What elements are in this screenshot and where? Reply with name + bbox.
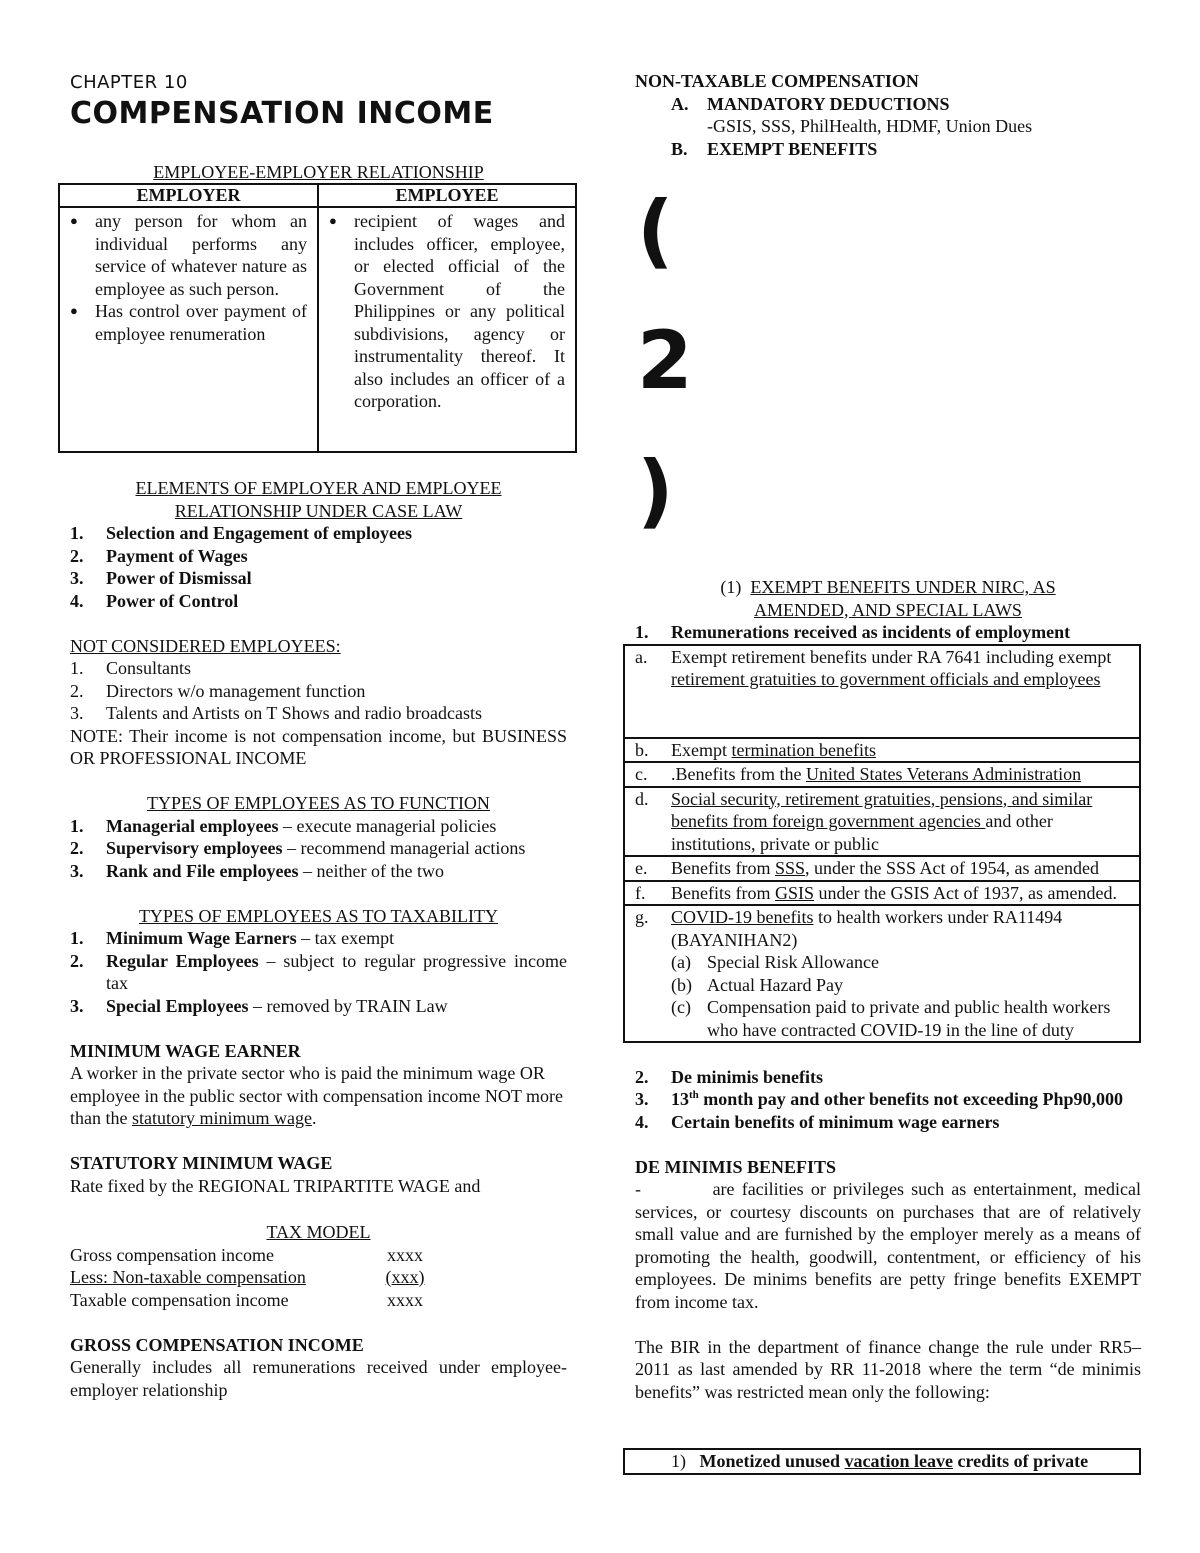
smw-heading: STATUTORY MINIMUM WAGE [70, 1153, 333, 1173]
employer-header: EMPLOYER [59, 184, 318, 207]
not-considered-heading: NOT CONSIDERED EMPLOYEES: [70, 635, 341, 656]
employee-cell [318, 207, 576, 452]
exempt-items-list [635, 1066, 1141, 1134]
mwe-text: A worker in the private sector who is paid the minimum wage OR employee in the public sector with compensation income NOT more than the statutory minimum wage. [70, 1063, 564, 1128]
mwe-heading: MINIMUM WAGE EARNER [70, 1040, 301, 1061]
sub-item: (a) Special Risk Allowance [671, 952, 879, 972]
taxability-list [70, 927, 567, 1017]
exempt-heading-2: AMENDED, AND SPECIAL LAWS [754, 599, 1022, 620]
employee-point: ● recipient of wages and includes officer, employee, or elected official of the Government of the Philippines or any political subdivisions, agency or instrumentality thereof. It also includes an officer of a corporation. [329, 210, 565, 413]
box-row: e. Benefits from SSS, under the SSS Act of 1954, as amended [625, 855, 1139, 880]
exempt-benefits-box [623, 644, 1141, 1044]
tax-model-row: Taxable compensation income xxxx [70, 1289, 423, 1310]
taxability-heading: TYPES OF EMPLOYEES AS TO TAXABILITY [138, 905, 499, 926]
exempt-benefits: B. EXEMPT BENEFITS [671, 138, 878, 159]
list-item: 3. Rank and File employees – neither of the two [70, 860, 444, 881]
function-list [70, 815, 567, 883]
tax-model-row: Gross compensation income xxxx [70, 1244, 423, 1265]
tax-model [70, 1244, 567, 1312]
box-row: g. COVID-19 benefits to health workers under RA11494 (BAYANIHAN2) (a) Special Risk Allowance (b) Actual Hazard Pay (c) Compensation paid to private and public health workers who have contracted COVID-19 in the line of duty [625, 904, 1139, 1041]
tax-model-heading: TAX MODEL [266, 1222, 371, 1242]
paren-close: ) [637, 444, 674, 537]
item-1: 1. Remunerations received as incidents of employment [635, 622, 1071, 642]
list-item: 3. Power of Dismissal [70, 568, 252, 588]
gci-text: Generally includes all remunerations received under employee-employer relationship [70, 1357, 567, 1400]
list-item: 1. Minimum Wage Earners – tax exempt [70, 928, 395, 948]
list-item: 2. Regular Employees – subject to regular progressive income tax [70, 950, 567, 993]
employer-cell [59, 207, 318, 452]
gci-heading: GROSS COMPENSATION INCOME [70, 1334, 364, 1355]
list-item: 2. Directors w/o management function [70, 680, 366, 701]
box-row: f. Benefits from GSIS under the GSIS Act of 1937, as amended. [625, 880, 1139, 905]
list-item: 1. Managerial employees – execute managerial policies [70, 815, 497, 836]
list-item: 1. Selection and Engagement of employees [70, 523, 412, 543]
smw-text: Rate fixed by the REGIONAL TRIPARTITE WAGE and [70, 1175, 481, 1196]
tax-model-row: Less: Non-taxable compensation (xxx) [70, 1267, 425, 1287]
de-minimis-heading: DE MINIMIS BENEFITS [635, 1156, 837, 1177]
list-item: 2. Payment of Wages [70, 545, 248, 566]
page-title: COMPENSATION INCOME [70, 95, 494, 131]
list-item: 4. Certain benefits of minimum wage earners [635, 1111, 1000, 1132]
elements-list [70, 522, 567, 612]
box-row: d. Social security, retirement gratuities, pensions, and similar benefits from foreign government agencies and other institutions, private or public [625, 786, 1139, 856]
box-row: c. .Benefits from the United States Veterans Administration [625, 761, 1139, 786]
paren-open: ( [637, 184, 674, 277]
exempt-heading-1: (1) EXEMPT BENEFITS UNDER NIRC, AS [720, 577, 1056, 597]
note: NOTE: Their income is not compensation income, but BUSINESS OR PROFESSIONAL INCOME [70, 725, 567, 768]
mandatory-deductions: A. MANDATORY DEDUCTIONS [671, 93, 950, 114]
last-item-box: 1) Monetized unused vacation leave credits of private [623, 1448, 1141, 1475]
sub-item: (c) Compensation paid to private and public health workers who have contracted COVID-19 in the line of duty [671, 997, 1111, 1040]
list-item: 2. De minimis benefits [635, 1066, 823, 1087]
employer-point: ● Has control over payment of employee renumeration [70, 300, 307, 345]
bir-text: The BIR in the department of finance change the rule under RR5–2011 as last amended by RR 11-2018 where the term “de minimis benefits” was restricted mean only the following: [635, 1336, 1141, 1402]
list-item: 1. Consultants [70, 658, 192, 678]
sub-item: (b) Actual Hazard Pay [671, 974, 843, 995]
employee-header: EMPLOYEE [318, 184, 576, 207]
function-heading: TYPES OF EMPLOYEES AS TO FUNCTION [147, 793, 490, 813]
chapter-label: CHAPTER 10 [70, 72, 188, 93]
box-row: b. Exempt termination benefits [625, 737, 1139, 762]
box-row: a. Exempt retirement benefits under RA 7641 including exempt retirement gratuities to government officials and employees [635, 646, 1112, 689]
de-minimis-text: - are facilities or privileges such as entertainment, medical services, or courtesy discounts on purchases that are of relatively small value and are furnished by the employer merely as a means of promoting the health, goodwill, contentment, or efficiency of his employees. De minims benefits are petty fringe benefits EXEMPT from income tax. [635, 1179, 1146, 1312]
left-column [70, 70, 567, 1401]
relationship-heading: EMPLOYEE-EMPLOYER RELATIONSHIP [153, 161, 484, 182]
list-item: 3. 13th month pay and other benefits not exceeding Php90,000 [635, 1089, 1123, 1109]
list-item: 3. Special Employees – removed by TRAIN Law [70, 995, 448, 1016]
relationship-table [58, 183, 577, 453]
not-considered-list [70, 657, 567, 725]
mandatory-detail: -GSIS, SSS, PhilHealth, HDMF, Union Dues [707, 116, 1033, 136]
elements-heading-1: ELEMENTS OF EMPLOYER AND EMPLOYEE [135, 478, 502, 498]
right-column [635, 70, 1146, 1475]
list-item: 4. Power of Control [70, 590, 239, 611]
list-item: 2. Supervisory employees – recommend managerial actions [70, 838, 526, 858]
elements-heading-2: RELATIONSHIP UNDER CASE LAW [174, 500, 463, 521]
paren-number: 2 [637, 314, 693, 407]
employer-point: ● any person for whom an individual performs any service of whatever nature as employee as such person. [70, 210, 307, 300]
ntc-heading: NON-TAXABLE COMPENSATION [635, 71, 919, 91]
list-item: 3. Talents and Artists on T Shows and radio broadcasts [70, 703, 483, 723]
